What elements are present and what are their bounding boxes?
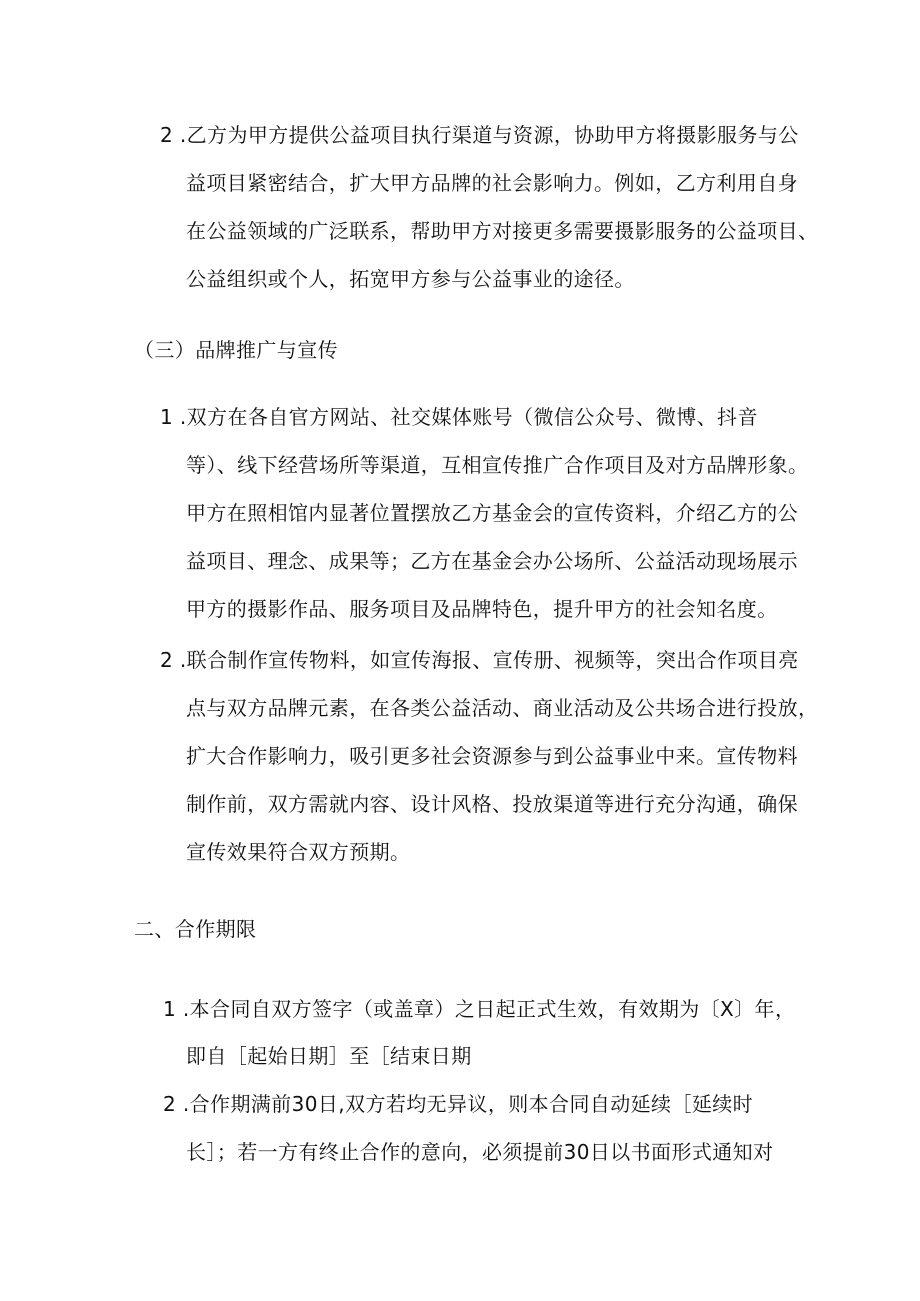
paragraph-line: 2 .乙方为甲方提供公益项目执行渠道与资源，协助甲方将摄影服务与公 bbox=[160, 123, 799, 147]
paragraph-line: 甲方的摄影作品、服务项目及品牌特色，提升甲方的社会知名度。 bbox=[186, 597, 778, 621]
paragraph-line: 即自［起始日期］至［结束日期 bbox=[186, 1044, 472, 1068]
paragraph-line: 1 .本合同自双方签字（或盖章）之日起正式生效，有效期为〔X〕年， bbox=[163, 997, 796, 1021]
paragraph-line: 等）、线下经营场所等渠道，互相宣传推广合作项目及对方品牌形象。 bbox=[186, 453, 809, 477]
section-heading: 二、合作期限 bbox=[134, 917, 257, 941]
paragraph-line: 2 .联合制作宣传物料，如宣传海报、宣传册、视频等，突出合作项目亮 bbox=[160, 648, 799, 672]
paragraph-line: 1 .双方在各自官方网站、社交媒体账号（微信公众号、微博、抖音 bbox=[160, 405, 758, 429]
paragraph-line: 公益组织或个人，拓宽甲方参与公益事业的途径。 bbox=[186, 267, 635, 291]
paragraph-line: 点与双方品牌元素，在各类公益活动、商业活动及公共场合进行投放， bbox=[186, 696, 819, 720]
paragraph-line: 制作前，双方需就内容、设计风格、投放渠道等进行充分沟通，确保 bbox=[186, 792, 798, 816]
paragraph-line: 宣传效果符合双方预期。 bbox=[186, 840, 411, 864]
paragraph-line: 益项目、理念、成果等；乙方在基金会办公场所、公益活动现场展示 bbox=[186, 549, 798, 573]
paragraph-line: 益项目紧密结合，扩大甲方品牌的社会影响力。例如，乙方利用自身 bbox=[186, 171, 798, 195]
paragraph-line: 在公益领域的广泛联系，帮助甲方对接更多需要摄影服务的公益项目、 bbox=[186, 219, 819, 243]
paragraph-line: 甲方在照相馆内显著位置摆放乙方基金会的宣传资料，介绍乙方的公 bbox=[186, 501, 798, 525]
paragraph-line: 长］；若一方有终止合作的意向，必须提前30日以书面形式通知对 bbox=[186, 1140, 774, 1164]
paragraph-line: 2 .合作期满前30日,双方若均无异议，则本合同自动延续［延续时 bbox=[163, 1092, 754, 1116]
section-heading: （三）品牌推广与宣传 bbox=[134, 338, 338, 362]
paragraph-line: 扩大合作影响力，吸引更多社会资源参与到公益事业中来。宣传物料 bbox=[186, 744, 798, 768]
